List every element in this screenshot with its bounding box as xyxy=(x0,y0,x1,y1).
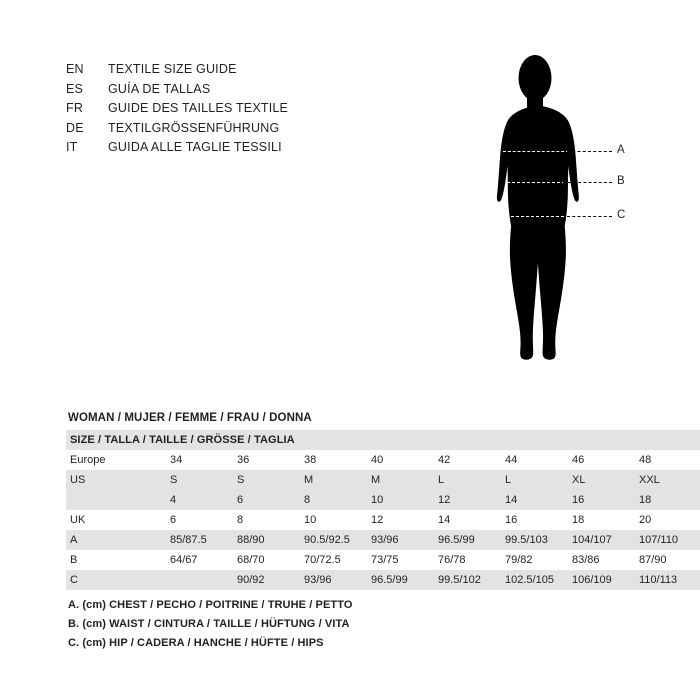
table-row xyxy=(66,450,700,470)
measure-label-b: B xyxy=(617,175,625,187)
cell: 102.5/105 xyxy=(505,574,554,586)
woman-silhouette-icon xyxy=(455,40,665,430)
cell: 44 xyxy=(505,454,518,466)
cell: S xyxy=(170,474,178,486)
cell: 70/72.5 xyxy=(304,554,341,566)
note-hip: C. (cm) HIP / CADERA / HANCHE / HÜFTE / HIPS xyxy=(68,637,324,649)
cell: M xyxy=(304,474,314,486)
cell: XL xyxy=(572,474,586,486)
cell: M xyxy=(371,474,381,486)
language-title: TEXTILGRÖSSENFÜHRUNG xyxy=(108,120,280,135)
table-row xyxy=(66,550,700,570)
table-row xyxy=(66,510,700,530)
cell: 73/75 xyxy=(371,554,399,566)
language-row xyxy=(66,101,466,121)
cell: 18 xyxy=(572,514,585,526)
row-label: UK xyxy=(70,514,86,526)
cell: 107/110 xyxy=(639,534,678,546)
cell: 96.5/99 xyxy=(371,574,408,586)
cell: 4 xyxy=(170,494,177,506)
measure-tail-a xyxy=(567,151,612,152)
measure-tail-b xyxy=(563,182,612,183)
language-code: FR xyxy=(66,101,84,115)
cell: 10 xyxy=(371,494,384,506)
table-header-row xyxy=(66,430,700,450)
cell: 40 xyxy=(371,454,384,466)
cell: S xyxy=(237,474,245,486)
language-title: TEXTILE SIZE GUIDE xyxy=(108,62,237,76)
cell: 8 xyxy=(304,494,311,506)
cell: 38 xyxy=(304,454,317,466)
cell: 6 xyxy=(170,514,177,526)
cell: XXL xyxy=(639,474,660,486)
language-title: GUIDE DES TAILLES TEXTILE xyxy=(108,101,289,115)
row-label: C xyxy=(70,574,78,586)
measure-tail-c xyxy=(567,216,612,217)
row-label: B xyxy=(70,554,78,566)
cell: 42 xyxy=(438,454,451,466)
cell: 20 xyxy=(639,514,652,526)
figure-panel xyxy=(455,40,665,430)
cell: 64/67 xyxy=(170,554,198,566)
cell: 93/96 xyxy=(371,534,399,546)
cell: 8 xyxy=(237,514,244,526)
row-label xyxy=(66,490,166,510)
measure-line-b xyxy=(507,182,565,183)
cell xyxy=(166,570,233,590)
note-waist: B. (cm) WAIST / CINTURA / TAILLE / HÜFTUNG / VITA xyxy=(68,618,350,630)
language-code: DE xyxy=(66,120,84,135)
language-title: GUÍA DE TALLAS xyxy=(108,81,211,96)
table-size-header: SIZE / TALLA / TAILLE / GRÖSSE / TAGLIA xyxy=(66,430,700,450)
row-label: A xyxy=(70,534,78,546)
table-row xyxy=(66,470,700,490)
language-title: GUIDA ALLE TAGLIE TESSILI xyxy=(108,140,282,154)
cell: 110/113 xyxy=(639,574,678,586)
cell: 83/86 xyxy=(572,554,600,566)
measure-label-c: C xyxy=(617,209,626,221)
note-chest: A. (cm) CHEST / PECHO / POITRINE / TRUHE / PETTO xyxy=(68,599,353,611)
measure-line-c xyxy=(501,216,569,217)
cell: 68/70 xyxy=(237,554,265,566)
measurement-notes xyxy=(68,596,568,653)
cell: 106/109 xyxy=(572,574,612,586)
language-code: IT xyxy=(66,140,78,154)
cell: 90/92 xyxy=(237,574,265,586)
cell: 87/90 xyxy=(639,554,667,566)
table-row xyxy=(66,570,700,590)
language-header-block xyxy=(66,62,466,160)
size-table xyxy=(66,430,700,590)
measure-label-a: A xyxy=(617,144,625,156)
row-label: US xyxy=(70,474,86,486)
measure-line-a xyxy=(503,151,569,152)
row-label: Europe xyxy=(70,454,106,466)
language-code: EN xyxy=(66,62,84,76)
cell: 76/78 xyxy=(438,554,466,566)
cell: 99.5/102 xyxy=(438,574,481,586)
size-table-area xyxy=(66,412,678,590)
cell: L xyxy=(505,474,512,486)
cell: 34 xyxy=(170,454,183,466)
cell: 88/90 xyxy=(237,534,265,546)
cell: 90.5/92.5 xyxy=(304,534,350,546)
language-row xyxy=(66,121,466,141)
language-row xyxy=(66,140,466,160)
cell: 14 xyxy=(438,514,451,526)
cell: 6 xyxy=(237,494,244,506)
cell: 10 xyxy=(304,514,317,526)
language-row xyxy=(66,62,466,82)
cell: 12 xyxy=(438,494,451,506)
cell: 18 xyxy=(639,494,652,506)
cell: 16 xyxy=(505,514,518,526)
cell: 104/107 xyxy=(572,534,612,546)
cell: 99.5/103 xyxy=(505,534,548,546)
cell: 14 xyxy=(505,494,518,506)
cell: 79/82 xyxy=(505,554,533,566)
cell: 12 xyxy=(371,514,384,526)
cell: 16 xyxy=(572,494,585,506)
table-row xyxy=(66,530,700,550)
cell: 46 xyxy=(572,454,585,466)
cell: 48 xyxy=(639,454,652,466)
table-category-title: WOMAN / MUJER / FEMME / FRAU / DONNA xyxy=(68,412,312,424)
cell: 85/87.5 xyxy=(170,534,207,546)
cell: 36 xyxy=(237,454,250,466)
cell: 93/96 xyxy=(304,574,332,586)
cell: L xyxy=(438,474,445,486)
language-code: ES xyxy=(66,81,84,96)
cell: 96.5/99 xyxy=(438,534,475,546)
language-row xyxy=(66,82,466,102)
table-row xyxy=(66,490,700,510)
